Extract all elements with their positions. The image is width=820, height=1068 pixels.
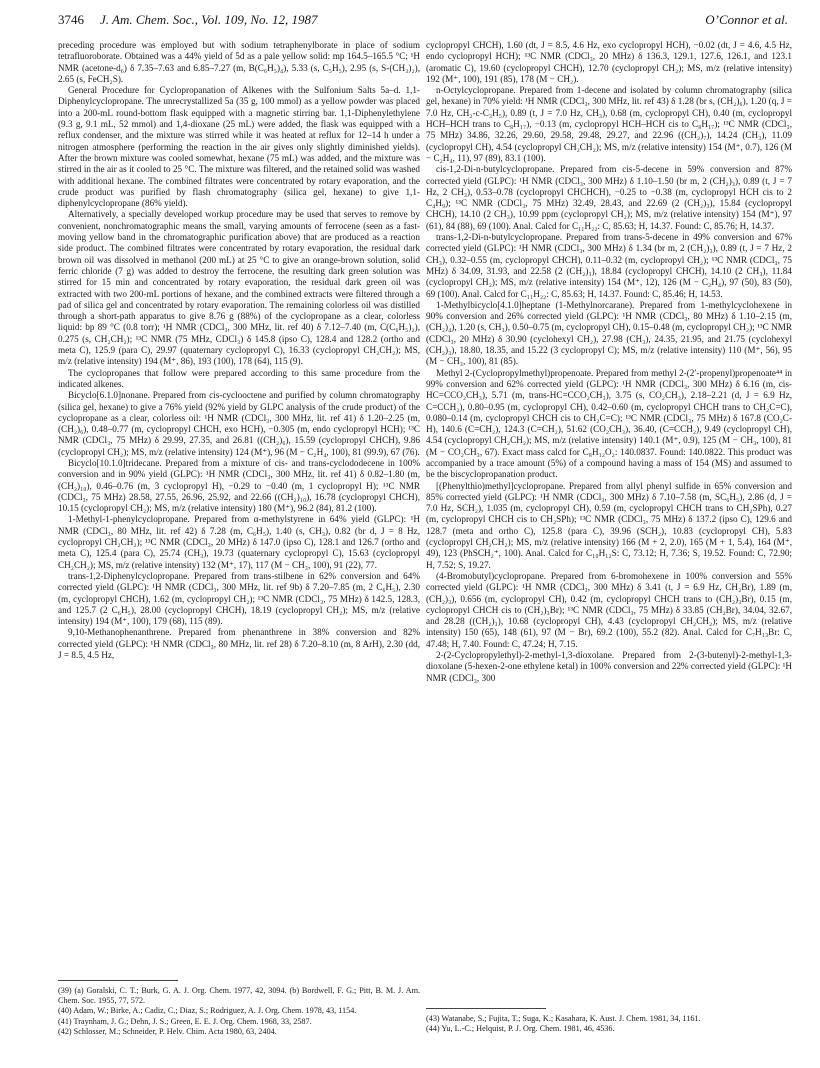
footnote: (42) Schlosser, M.; Schneider, P. Helv. Chim. Acta 1980, 63, 2404. (58, 1026, 277, 1036)
right-paragraph: 2-(2-Cyclopropylethyl)-2-methyl-1,3-dioxolane. Prepared from 2-(3-butenyl)-2-methyl-1,3-dioxolane (5-hexen-2-one ethylene ketal) in 100% conversion and 22% corrected yield (GLPC): ¹H NMR (CDCl₃, 300 (426, 650, 792, 683)
left-paragraph: 1-Methyl-1-phenylcyclopropane. Prepared from α-methylstyrene in 64% yield (GLPC): ¹H NMR (CDCl₃, 80 MHz, lit. ref 42) δ 7.28 (m, C₆H₅), 1.40 (s, CH₃), 0.82 (br d, J = 8 Hz, cyclopropyl CH₂CH₂); ¹³C NMR (CDCl₃, 20 MHz) δ 147.0 (ipso C), 128.1 and 126.7 (ortho and meta C), 125.4 (para C), 25.74 (CH₃), 19.73 (quaternary cyclopropyl C), 15.63 (cyclopropyl CH₂CH₂); MS, m/z (relative intensity) 132 (M⁺, 17), 117 (M − CH₃, 100), 91 (22), 77. (58, 514, 420, 570)
left-paragraph: Bicyclo[10.1.0]tridecane. Prepared from a mixture of cis- and trans-cyclododecene in 100% conversion and in 90% yield (GLPC): ¹H NMR (CDCl₃, 300 MHz, lit. ref 41) δ 0.82–1.80 (m, (CH₂)₁₀), 0.46–0.76 (m, 3 cyclopropyl H), −0.29 to −0.40 (m, 1 cyclopropyl H); ¹³C NMR (CDCl₃, 75 MHz) 28.58, 27.55, 26.96, 25.92, and 22.66 ((CH₂)₁₀), 16.78 (cyclopropyl CHCH), 10.15 (cyclopropyl CH₂); MS, m/z (relative intensity) 180 (M⁺), 96.2 (84), 81.2 (100). (58, 457, 420, 514)
left-footnotes (58, 986, 420, 1037)
running-author: O’Connor et al. (705, 12, 788, 27)
left-paragraph: Bicyclo[6.1.0]nonane. Prepared from cis-cyclooctene and purified by column chromatography (silica gel, hexane) to give a 76% yield (92% yield by GLPC analysis of the crude product) of the cyclopropane as a clear, colorless oil: ¹H NMR (CDCl₃, 300 MHz, lit. ref 41) δ 1.20–2.25 (m, (CH₂)₆), 0.48–0.77 (m, cyclopropyl CHCH, exo HCH), −0.305 (m, endo cyclopropyl HCH); ¹³C NMR (CDCl₃, 75 MHz) δ 29.99, 27.35, and 26.81 ((CH₂)₆), 15.59 (cyclopropyl CHCH), 9.86 (cyclopropyl CH₂); MS, m/z (relative intensity) 124 (M⁺), 96 (M − C₂H₄, 100), 81 (99.9), 67 (76). (58, 390, 420, 457)
left-paragraph: The cyclopropanes that follow were prepared according to this same procedure from the indicated alkenes. (58, 367, 420, 389)
journal-citation: J. Am. Chem. Soc., Vol. 109, No. 12, 1987 (100, 12, 318, 27)
right-paragraph: trans-1,2-Di-n-butylcyclopropane. Prepared from trans-5-decene in 49% conversion and 67% corrected yield (GLPC): ¹H NMR (CDCl₃, 300 MHz) δ 1.34 (br m, 2 (CH₂)₃), 0.89 (t, J = 7 Hz, 2 CH₃), 0.32–0.55 (m, cyclopropyl CHCH), 0.11–0.32 (m, cyclopropyl CH₂); ¹³C NMR (CDCl₃, 75 MHz) δ 34.09, 31.93, and 22.58 (2 (CH₂)₃), 18.84 (cyclopropyl CHCH), 14.10 (2 CH₃), 11.84 (cyclopropyl CH₂); MS, m/z (relative intensity) 154 (M⁺, 12), 126 (M − C₂H₄), 97 (50), 83 (50), 69 (100). Anal. Calcd for C₁₁H₂₂: C, 85.63; H, 14.37. Found: C, 85.46; H, 14.53. (426, 232, 792, 299)
page-header (0, 12, 820, 32)
right-paragraph: 1-Methylbicyclo[4.1.0]heptane (1-Methylnorcarane). Prepared from 1-methylcyclohexene in 90% conversion and 26% corrected yield (GLPC): ¹H NMR (CDCl₃, 80 MHz) δ 1.10–2.15 (m, (CH₂)₄), 1.20 (s, CH₃), 0.50–0.75 (m, cyclopropyl CH), 0.15–0.48 (m, cyclopropyl CH₂); ¹³C NMR (CDCl₃, 20 MHz) δ 30.90 (cyclohexyl CH₂), 27.98 (CH₃), 24.35, 21.95, and 21.75 (cyclohexyl (CH₂)₃), 18.80, 18.35, and 15.22 (3 cyclopropyl C); MS, m/z (relative intensity) 110 (M⁺, 56), 95 (M − CH₃, 100), 81 (85). (426, 299, 792, 367)
right-paragraph: cis-1,2-Di-n-butylcyclopropane. Prepared from cis-5-decene in 59% conversion and 87% corrected yield (GLPC): ¹H NMR (CDCl₃, 300 MHz) δ 1.10–1.50 (br m, 2 (CH₂)₃), 0.89 (t, J = 7 Hz, 2 CH₃), 0.53–0.78 (cyclopropyl CHCHCH), −0.25 to −0.38 (m, cyclopropyl HCH cis to 2 C₄H₉); ¹³C NMR (CDCl₃, 75 MHz) 32.49, 28.43, and 22.69 (2 (CH₂)₃), 15.84 (cyclopropyl CHCH), 14.10 (2 CH₃), 10.99 ppm (cyclopropyl CH₂); MS, m/z (relative intensity) 154 (M⁺), 97 (61), 84 (88), 69 (100). Anal. Calcd for C₁₁H₂₂: C, 85.63; H, 14.37. Found: C, 85.76; H, 14.37. (426, 164, 792, 231)
footnote: (44) Yu, L.-C.; Helquist, P. J. Org. Chem. 1981, 46, 4536. (426, 1024, 615, 1034)
right-paragraph: cyclopropyl CHCH), 1.60 (dt, J = 8.5, 4.6 Hz, exo cyclopropyl HCH), −0.02 (dt, J = 4.6, 4.5 Hz, endo cyclopropyl HCH); ¹³C NMR (CDCl₃, 20 MHz) δ 136.3, 129.1, 127.6, 126.1, and 123.1 (aromatic C), 19.60 (cyclopropyl CHCH), 12.70 (cyclopropyl CH₂); MS, m/z (relative intensity) 192 (M⁺, 100), 191 (85), 178 (M − CH₂). (426, 40, 792, 84)
left-paragraph: Alternatively, a specially developed workup procedure may be used that serves to remove by convenient, nonchromatographic means the small, varying amounts of ferrocene (seen as a fast-moving yellow band in the chromatographic purification above) that are produced as a reaction side product. The combined filtrates were concentrated by rotary evaporation, the residual dark brown oil was dissolved in methanol (200 mL) at 25 °C to give an orange-brown solution, solid ferric chloride (7 g) was added to destroy the ferrocene, the resulting dark green solution was stirred for 15 min and concentrated by rotary evaporation, the residual dark green oil was extracted with two 200-mL portions of hexane, and the combined extracts were filtered through a pad of silica gel and concentrated by rotary evaporation. The remaining colorless oil was distilled through a short-path apparatus to give 8.76 g (88%) of the cyclopropane as a clear, colorless liquid: bp 89 °C (0.8 torr); ¹H NMR (CDCl₃, 300 MHz, lit. ref 40) δ 7.12–7.40 (m, C(C₆H₅)₂), 0.275 (s, CH₂CH₂); ¹³C NMR (75 MHz, CDCl₃) δ 145.8 (ipso C), 128.4 and 128.2 (ortho and meta C), 125.9 (para C), 29.97 (quaternary cyclopropyl C), 16.33 (cyclopropyl CH₂CH₂); MS, m/z (relative intensity) 194 (M⁺, 86), 193 (100), 178 (64), 115 (9). (58, 209, 420, 367)
footnote: (39) (a) Goralski, C. T.; Burk, G. A. J. Org. Chem. 1977, 42, 3094. (b) Bordwell, F. G.; Pitt, B. M. J. Am. Chem. Soc. 1955, 77, 572. (58, 986, 420, 1006)
page-number: 3746 (58, 12, 84, 27)
right-paragraph: Methyl 2-(Cyclopropylmethyl)propenoate. Prepared from methyl 2-(2′-propenyl)propenoate⁴⁴ in 99% conversion and 62% corrected yield (GLPC): ¹H NMR (CDCl₃, 300 MHz) δ 6.16 (m, cis-HC=CCO₂CH₃), 5.71 (m, trans-HC=CCO₂CH₃), 3.75 (s, CO₂CH₃), 2.18–2.21 (d, J = 6.9 Hz, C=CCH₂), 0.80–0.95 (m, cyclopropyl CH), 0.42–0.60 (m, cyclopropyl CHCH trans to CH₂C=C), 0.080–0.14 (m, cyclopropyl CHCH cis to CH₂C=C); ¹³C NMR (CDCl₃, 75 MHz) δ 167.8 (CO₂C-H), 140.6 (C=CH₂), 124.3 (C=CH₂), 51.62 (CO₂CH₃), 36.40, (C=CCH₂), 9.49 (cyclopropyl CH), 4.54 (cyclopropyl CH₂CH₂); MS, m/z (relative intensity) 140.1 (M⁺, 0.9), 125 (M − CH₃, 100), 81 (M − CO₂CH₃, 67). Exact mass calcd for C₈H₁₂O₂: 140.0837. Found: 140.0822. This product was accompanied by a trace amount (5%) of a compound having a mass of 154 (MS) and assumed to be the biscyclopropanation product. (426, 367, 792, 480)
right-paragraph: n-Octylcyclopropane. Prepared from 1-decene and isolated by column chromatography (silica gel, hexane) in 70% yield: ¹H NMR (CDCl₃, 300 MHz, lit. ref 43) δ 1.28 (br s, (CH₂)₆), 1.20 (q, J = 7.0 Hz, CH₂-c-C₃H₅), 0.89 (t, J = 7.0 Hz, CH₃), 0.68 (m, cyclopropyl CH), 0.40 (m, cyclopropyl HCH–HCH trans to C₈H₁₇), −0.13 (m, cyclopropyl HCH–HCH cis to C₈H₁₇); ¹³C NMR (CDCl₃, 75 MHz) 34.86, 32.26, 29.60, 29.58, 29.48, 29.27, and 22.96 ((CH₂)₇), 14.24 (CH₃), 11.09 (cyclopropyl CH), 4.54 (cyclopropyl CH₂CH₂); MS, m/z (relative intensity) 154 (M⁺, 0.7), 126 (M − C₂H₄, 11), 97 (89), 83.1 (100). (426, 85, 792, 163)
footnote: (41) Traynham, J. G.; Dehn, J. S.; Green, E. E. J. Org. Chem. 1968, 33, 2587. (58, 1016, 312, 1026)
footnote-rule (58, 980, 178, 981)
right-paragraph: (4-Bromobutyl)cyclopropane. Prepared from 6-bromohexene in 100% conversion and 55% corrected yield (GLPC): ¹H NMR (CDCl₃, 300 MHz) δ 3.41 (t, J = 6.9 Hz, CH₂Br), 1.89 (m, (CH₂)₃), 0.656 (m, cyclopropyl CH), 0.42 (m, cyclopropyl CHCH trans to (CH₂)₃Br), 0.15 (m, cyclopropyl CHCH cis to (CH₂)₃Br); ¹³C NMR (CDCl₃, 75 MHz) δ 33.85 (CH₂Br), 34.04, 32.67, and 28.28 ((CH₂)₃), 10.68 (cyclopropyl CH), 4.43 (cyclopropyl CH₂CH₂); MS, m/z (relative intensity) 150 (65), 148 (61), 97 (M − Br), 69.2 (100), 55.2 (82). Anal. Calcd for C₇H₁₃Br: C, 47.48; H, 7.40. Found: C, 47.24; H, 7.15. (426, 570, 792, 649)
footnote: (43) Watanabe, S.; Fujita, T.; Suga, K.; Kasahara, K. Aust. J. Chem. 1981, 34, 1161. (426, 1014, 701, 1023)
right-footnotes (426, 1014, 792, 1034)
right-column (426, 40, 792, 684)
left-paragraph: General Procedure for Cyclopropanation of Alkenes with the Sulfonium Salts 5a–d. 1,1-Diphenylcyclopropane. The unrecrystallized 5a (35 g, 100 mmol) as a yellow powder was placed into a 200-mL round-bottom flask equipped with a magnetic stirring bar. 1,1-Diphenylethylene (9.3 g, 9.1 mL, 52 mmol) and 1,4-dioxane (25 mL) were added, the flask was equipped with a reflux condenser, and the mixture was stirred while it was heated at reflux for 12–14 h under a nitrogen atmosphere (performing the reaction in the air gives only slightly diminished yields). After the brown mixture was cooled somewhat, hexane (75 mL) was added, and the mixture was stirred in the air as it cooled to 25 °C. The mixture was filtered, and the retained solid was washed with additional hexane. The combined filtrates were concentrated by rotary evaporation, and the crude product was purified by flash chromatography (silica gel, hexane) to give 1,1-diphenylcyclopropane (86% yield). (58, 85, 420, 209)
footnote-rule (426, 1008, 546, 1009)
left-paragraph: trans-1,2-Diphenylcyclopropane. Prepared from trans-stilbene in 62% conversion and 64% corrected yield (GLPC): ¹H NMR (CDCl₃, 300 MHz, lit. ref 9b) δ 7.20–7.85 (m, 2 C₆H₅), 2.30 (m, cyclopropyl CHCH), 1.62 (m, cyclopropyl CH₂); ¹³C NMR (CDCl₃, 75 MHz) δ 142.5, 128.3, and 125.7 (2 C₆H₅), 28.00 (cyclopropyl CHCH), 18.19 (cyclopropyl CH₂); MS, m/z (relative intensity) 194 (M⁺, 100), 179 (68), 115 (89). (58, 570, 420, 627)
footnote: (40) Adam, W.; Birke, A.; Cadiz, C.; Diaz, S.; Rodriguez, A. J. Org. Chem. 1978, 43, 1154. (58, 1006, 357, 1016)
right-paragraph: [(Phenylthio)methyl]cyclopropane. Prepared from allyl phenyl sulfide in 65% conversion and 85% corrected yield (GLPC): ¹H NMR (CDCl₃, 300 MHz) δ 7.10–7.58 (m, SC₆H₅), 2.86 (d, J = 7.0 Hz, SCH₂), 1.035 (m, cyclopropyl CH), 0.59 (m, cyclopropyl CHCH trans to CH₂SPh), 0.27 (m, cyclopropyl CHCH cis to CH₂SPh); ¹³C NMR (CDCl₃, 75 MHz) δ 137.2 (ipso C), 129.6 and 128.7 (meta and ortho C), 125.8 (para C), 39.96 (SCH₂), 10.83 (cyclopropyl CH), 5.83 (cyclopropyl CH₂CH₂); MS, m/z (relative intensity) 166 (M + 2, 2.0), 165 (M + 1, 5.4), 164 (M⁺, 49), 123 (PhSCH₂⁺, 100). Anal. Calcd for C₁₀H₁₂S: C, 73.12; H, 7.36; S, 19.52. Found: C, 72.90; H, 7.52; S, 19.27. (426, 480, 792, 570)
left-paragraph: 9,10-Methanophenanthrene. Prepared from phenanthrene in 38% conversion and 82% corrected yield (GLPC): ¹H NMR (CDCl₃, 80 MHz, lit. ref 28) δ 7.20–8.10 (m, 8 ArH), 2.30 (dd, J = 8.5, 4.5 Hz, (58, 627, 420, 661)
left-paragraph: preceding procedure was employed but with sodium tetraphenylborate in place of sodium tetrafluoroborate. Obtained was a 44% yield of 5d as a pale yellow solid: mp 164.5–165.5 °C; ¹H NMR (acetone-d₆) δ 7.35–7.63 and 6.85–7.27 (m, B(C₆H₅)₄), 5.33 (s, C₅H₅), 2.95 (s, S-(CH₃)₂), 2.65 (s, FeCH₂S). (58, 40, 420, 84)
left-column (58, 40, 420, 661)
